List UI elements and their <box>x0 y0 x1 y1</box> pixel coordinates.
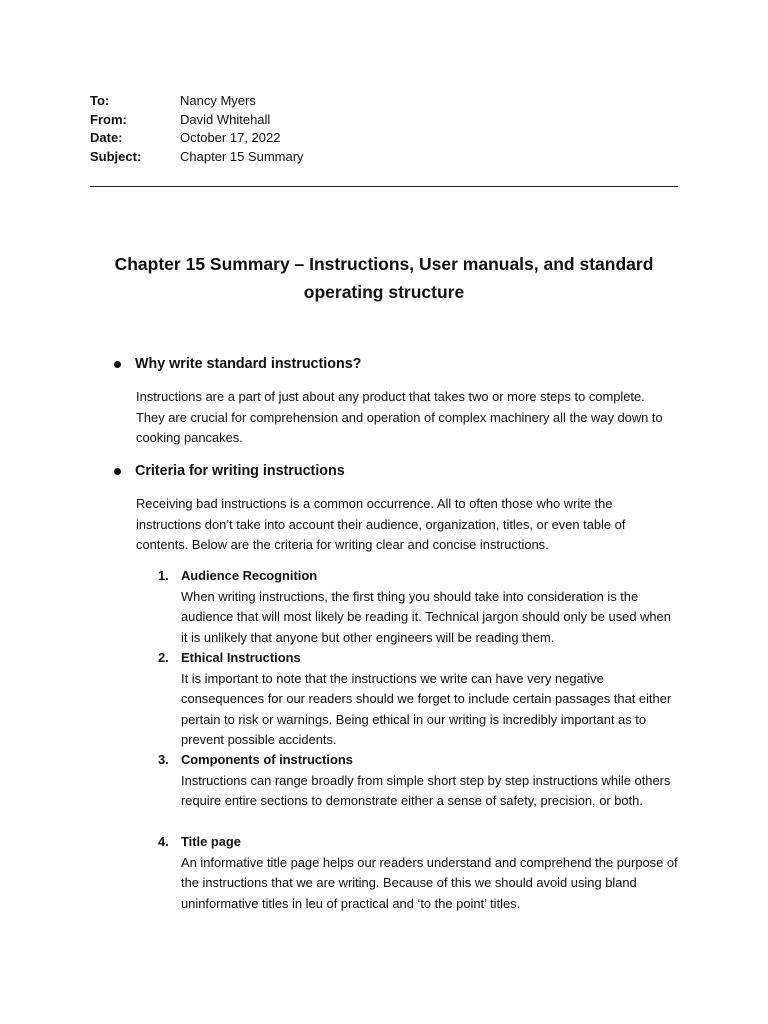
memo-subject-label: Subject: <box>90 149 142 165</box>
criteria-item-title: Components of instructions <box>181 752 353 767</box>
memo-date-row <box>90 129 304 148</box>
section-paragraph-criteria: Receiving bad instructions is a common occurrence. All to often those who write the instructions don’t take into account their audience, organization, titles, or even table of contents. Below are the criteria for writing clear and concise instructions. <box>136 496 626 553</box>
criteria-item-number: 1. <box>158 568 169 583</box>
memo-from-value: David Whitehall <box>180 111 271 127</box>
header-divider <box>90 186 678 187</box>
criteria-item-text: When writing instructions, the first thing you should take into consideration is the audience that will most likely be reading it. Technical jargon should only be used when it is unlikely that anyone but other engineers will be reading them. <box>181 588 671 645</box>
memo-from-row <box>90 111 304 130</box>
memo-subject-value: Chapter 15 Summary <box>180 149 304 165</box>
criteria-item-head <box>158 566 678 587</box>
memo-date-label: Date: <box>90 130 123 146</box>
memo-date-value: October 17, 2022 <box>180 130 281 146</box>
criteria-item-text: It is important to note that the instructions we write can have very negative consequences for our readers should we forget to include certain passages that either pertain to risk or warnings. Being ethical in our writing is incredibly important as to prevent possible accidents. <box>181 670 672 747</box>
criteria-item-number: 2. <box>158 650 169 665</box>
criteria-item-text: An informative title page helps our readers understand and comprehend the purpose of the instructions that we are writing. Because of this we should avoid using bland uninformative titles in leu of practical and ‘to the point’ titles. <box>181 854 678 911</box>
criteria-item-title: Title page <box>181 834 241 849</box>
bullet-icon <box>114 361 121 368</box>
criteria-item-ethical <box>158 648 678 751</box>
section-heading-text: Criteria for writing instructions <box>135 463 345 479</box>
criteria-item-text: Instructions can range broadly from simple short step by step instructions while others require entire sections to demonstrate either a sense of safety, precision, or both. <box>181 772 671 808</box>
criteria-item-number: 4. <box>158 834 169 849</box>
criteria-item-head <box>158 750 678 771</box>
memo-header <box>90 92 304 167</box>
section-heading-criteria <box>114 461 345 481</box>
memo-from-label: From: <box>90 111 127 127</box>
memo-to-label: To: <box>90 93 110 108</box>
memo-to-value: Nancy Myers <box>180 93 256 108</box>
criteria-item-number: 3. <box>158 752 169 767</box>
criteria-item-head <box>158 648 678 669</box>
criteria-item-title: Audience Recognition <box>181 568 318 583</box>
section-heading-text: Why write standard instructions? <box>135 356 362 372</box>
memo-subject-row <box>90 148 304 167</box>
document-title: Chapter 15 Summary – Instructions, User manuals, and standard operating structure <box>114 254 654 302</box>
criteria-item-audience <box>158 566 678 648</box>
section-heading-why <box>114 354 361 374</box>
memo-to-row <box>90 92 304 111</box>
criteria-item-title: Ethical Instructions <box>181 650 301 665</box>
criteria-item-head <box>158 832 678 853</box>
section-paragraph-why: Instructions are a part of just about any product that takes two or more steps to complete. They are crucial for comprehension and operation of complex machinery all the way down to cooking pancakes. <box>136 389 663 446</box>
criteria-item-components <box>158 750 678 812</box>
bullet-icon <box>114 468 121 475</box>
criteria-item-title-page <box>158 832 678 914</box>
